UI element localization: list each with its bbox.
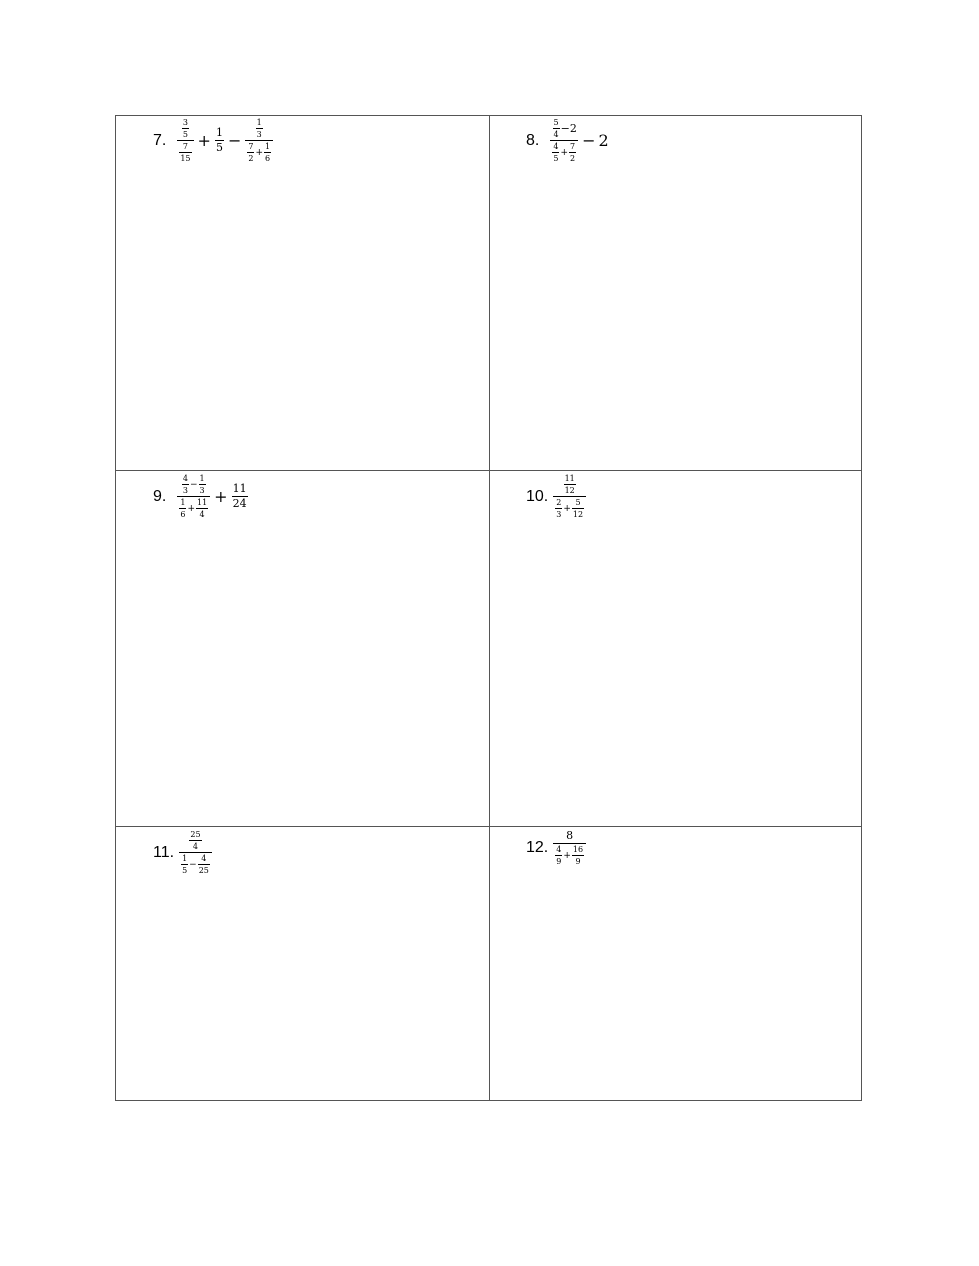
math-term: 3: [256, 130, 262, 139]
math-term: 5: [575, 498, 581, 507]
math-term: −: [189, 479, 198, 490]
fraction-bar: [247, 152, 254, 153]
problem-number: 7.: [153, 131, 167, 149]
math-term: 4: [182, 474, 188, 483]
math-term: 25: [198, 866, 209, 875]
fraction-bar: [177, 140, 193, 141]
math-term: 1: [182, 854, 188, 863]
problem-number: 8.: [526, 131, 540, 149]
math-term: 4: [553, 130, 559, 139]
math-term: 7: [182, 142, 188, 151]
fraction-bar: [256, 128, 263, 129]
math-term: 1: [215, 126, 223, 139]
math-term: 12: [572, 510, 584, 519]
fraction-bar: [264, 152, 271, 153]
fraction-bar: [553, 843, 586, 844]
math-term: 1: [199, 474, 205, 483]
problem-12: [526, 830, 587, 866]
math-term: 4: [199, 510, 205, 519]
problem-10-expression: [552, 474, 587, 519]
math-term: 5: [553, 118, 559, 127]
math-term: 25: [190, 830, 201, 839]
math-term: 6: [264, 154, 271, 163]
problem-number: 11.: [153, 843, 175, 861]
math-term: 1: [264, 142, 271, 151]
fraction: [182, 118, 189, 139]
fraction-bar: [572, 508, 584, 509]
fraction-bar: [572, 855, 584, 856]
fraction: [181, 854, 188, 875]
math-term: −: [560, 121, 570, 135]
fraction: [179, 830, 212, 875]
fraction: [569, 142, 576, 163]
fraction: [555, 498, 562, 519]
problem-8-expression: [549, 118, 608, 163]
math-term: 4: [556, 845, 562, 854]
fraction: [196, 498, 208, 519]
fraction-bar: [552, 152, 559, 153]
fraction: [555, 845, 562, 866]
row-divider-1: [116, 470, 861, 471]
fraction: [572, 498, 584, 519]
math-term: 16: [572, 845, 584, 854]
math-term: 5: [215, 141, 223, 154]
math-term: 11: [232, 482, 247, 495]
fraction: [189, 830, 201, 851]
math-term: 7: [569, 142, 576, 151]
fraction: [245, 118, 273, 163]
math-term: 5: [182, 130, 188, 139]
fraction-bar: [182, 128, 189, 129]
problem-11: [153, 830, 213, 875]
math-term: +: [197, 131, 211, 150]
math-term: 24: [232, 497, 247, 510]
math-term: 7: [248, 142, 254, 151]
fraction-bar: [189, 840, 201, 841]
math-term: 2: [569, 154, 576, 163]
math-term: 8: [566, 829, 574, 842]
fraction-bar: [245, 140, 273, 141]
fraction: [256, 118, 263, 139]
fraction-bar: [177, 496, 210, 497]
fraction: [215, 127, 224, 154]
fraction: [199, 474, 206, 495]
fraction-bar: [555, 508, 562, 509]
math-term: 1: [256, 118, 262, 127]
fraction-bar: [179, 152, 191, 153]
math-term: +: [560, 147, 568, 158]
math-term: 5: [182, 866, 188, 875]
math-term: 5: [553, 154, 559, 163]
fraction: [198, 854, 210, 875]
fraction-bar: [182, 484, 189, 485]
math-term: 3: [199, 486, 205, 495]
problem-number: 12.: [526, 839, 549, 856]
fraction: [553, 474, 586, 519]
fraction-bar: [550, 140, 578, 141]
math-term: +: [214, 487, 228, 506]
problem-number: 9.: [153, 487, 167, 505]
problem-10: [526, 474, 587, 519]
row-divider-2: [116, 826, 861, 827]
column-divider: [489, 116, 490, 1100]
fraction-bar: [555, 855, 562, 856]
fraction-bar: [198, 864, 210, 865]
math-term: 9: [575, 857, 581, 866]
math-term: 4: [192, 842, 199, 851]
problem-12-expression: [552, 830, 587, 866]
math-term: −: [189, 859, 197, 870]
fraction-bar: [196, 508, 208, 509]
math-term: 1: [180, 498, 186, 507]
math-term: +: [187, 503, 195, 514]
problem-7-expression: [176, 118, 274, 163]
fraction-bar: [199, 484, 206, 485]
problem-11-expression: [178, 830, 213, 875]
math-term: 6: [180, 510, 186, 519]
fraction: [179, 142, 191, 163]
fraction-bar: [181, 864, 188, 865]
fraction-bar: [553, 128, 560, 129]
fraction-bar: [179, 508, 186, 509]
worksheet-grid: [115, 115, 862, 1101]
fraction-bar: [553, 496, 586, 497]
fraction: [264, 142, 271, 163]
math-term: +: [563, 850, 571, 861]
math-term: 3: [182, 486, 188, 495]
math-term: −: [227, 131, 242, 150]
math-term: 2: [248, 154, 254, 163]
math-term: 3: [182, 118, 188, 127]
math-term: +: [563, 503, 571, 514]
math-term: 11: [196, 498, 208, 507]
fraction: [247, 142, 254, 163]
math-term: −: [582, 131, 596, 150]
math-term: +: [255, 147, 263, 158]
math-term: 9: [556, 857, 562, 866]
fraction: [550, 118, 578, 163]
fraction-bar: [564, 484, 576, 485]
math-term: 2: [556, 498, 562, 507]
fraction: [572, 845, 584, 866]
fraction: [232, 483, 248, 510]
math-term: 2: [569, 121, 577, 135]
math-term: 2: [598, 131, 609, 150]
fraction: [179, 498, 186, 519]
math-term: 15: [180, 154, 191, 163]
fraction: [553, 118, 560, 139]
problem-7: [153, 118, 274, 163]
math-term: 4: [553, 142, 559, 151]
problem-8: [526, 118, 609, 163]
fraction: [182, 474, 189, 495]
fraction: [564, 474, 576, 495]
math-term: 11: [564, 474, 575, 483]
problem-9: [153, 474, 249, 519]
problem-9-expression: [176, 474, 248, 519]
fraction: [177, 474, 210, 519]
fraction-bar: [179, 852, 212, 853]
math-term: 12: [564, 486, 575, 495]
problem-number: 10.: [526, 487, 549, 505]
math-term: 4: [201, 854, 207, 863]
math-term: 3: [556, 510, 562, 519]
fraction-bar: [569, 152, 576, 153]
fraction: [553, 830, 586, 866]
fraction: [177, 118, 193, 163]
fraction: [552, 142, 559, 163]
